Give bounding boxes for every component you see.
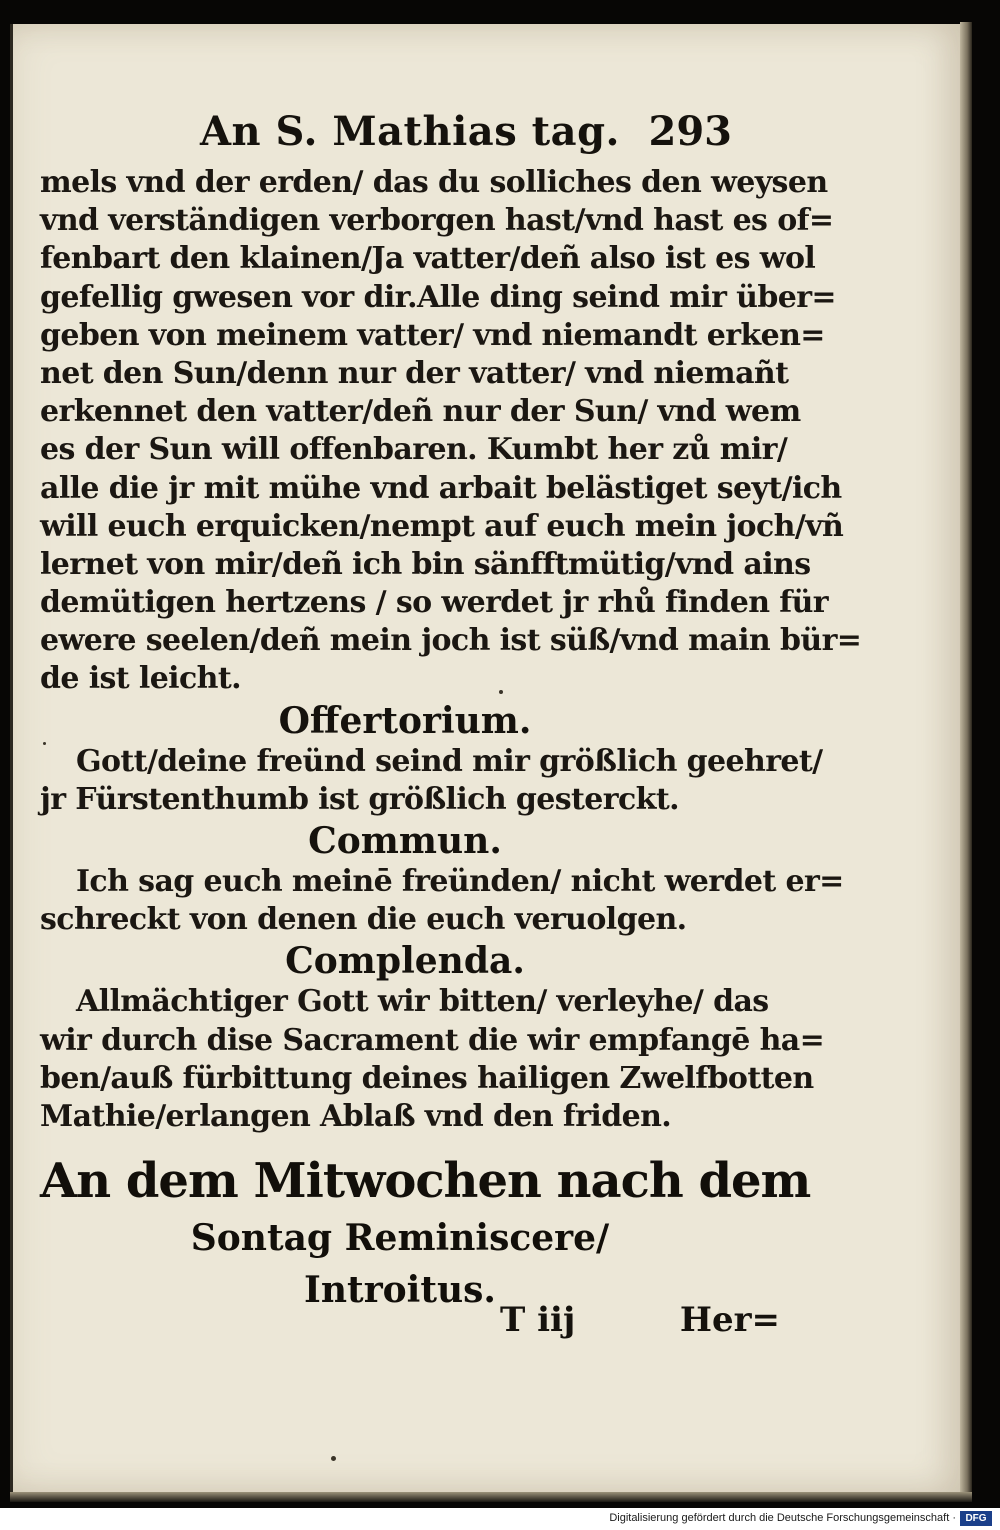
- running-title: An S. Mathias tag.: [200, 108, 620, 155]
- text-line: mels vnd der erden/ das du solliches den weysen: [40, 165, 828, 200]
- running-head: [200, 108, 760, 164]
- commun-line: schreckt von denen die euch veruolgen.: [40, 902, 687, 938]
- text-line: geben von meinem vatter/ vnd niemandt erken=: [40, 317, 825, 353]
- text-line: will euch erquicken/nempt auf euch mein joch/vñ: [40, 508, 844, 544]
- text-line: alle die jr mit mühe vnd arbait belästiget seyt/ich: [40, 470, 842, 506]
- text-line: lernet von mir/deñ ich bin sänfftmütig/vnd ains: [40, 546, 811, 582]
- next-section-heading: [40, 1150, 811, 1316]
- text-line: vnd verständigen verborgen hast/vnd hast es of=: [40, 203, 834, 239]
- footer-bar: [0, 1508, 1000, 1530]
- commun-heading: Commun.: [308, 820, 502, 862]
- page-edge-bottom: [10, 1492, 972, 1502]
- text-line: ewere seelen/deñ mein joch ist süß/vnd main bür=: [40, 623, 862, 659]
- offertorium-line: Gott/deine freünd seind mir größlich geehret/: [76, 743, 823, 779]
- catchline: [500, 1300, 780, 1350]
- text-line: de ist leicht.: [40, 661, 241, 697]
- signature-mark: T iij: [500, 1300, 576, 1340]
- main-text: [40, 164, 862, 1136]
- offertorium-line: jr Fürstenthumb ist größlich gesterckt.: [40, 781, 679, 817]
- complenda-line: ben/auß fürbittung deines hailigen Zwelfbotten: [40, 1060, 814, 1096]
- text-line: demütigen hertzens / so werdet jr rhů finden für: [40, 585, 828, 621]
- complenda-line: Allmächtiger Gott wir bitten/ verleyhe/ das: [76, 984, 769, 1020]
- text-line: gefellig gwesen vor dir.Alle ding seind mir über=: [40, 279, 836, 315]
- commun-line: Ich sag euch meinē freünden/ nicht werdet er=: [76, 864, 844, 899]
- page-edge: [960, 22, 972, 1492]
- complenda-heading: Complenda.: [285, 940, 525, 983]
- complenda-line: wir durch dise Sacrament die wir empfangē ha=: [40, 1022, 825, 1058]
- text-line: es der Sun will offenbaren. Kumbt her zů mir/: [40, 432, 788, 468]
- next-section-title: An dem Mitwochen nach dem: [40, 1153, 811, 1209]
- paper-speck: [331, 1456, 336, 1461]
- catchword: Her=: [679, 1300, 780, 1340]
- dfg-logo: DFG: [960, 1511, 992, 1526]
- introitus-heading: Introitus.: [304, 1269, 496, 1311]
- funding-note: Digitalisierung gefördert durch die Deutsche Forschungsgemeinschaft ·: [609, 1512, 956, 1524]
- offertorium-heading: Offertorium.: [278, 699, 532, 742]
- page-number: 293: [648, 108, 732, 155]
- complenda-line: Mathie/erlangen Ablaß vnd den friden.: [40, 1098, 672, 1134]
- text-line: net den Sun/denn nur der vatter/ vnd niemañt: [40, 355, 789, 391]
- text-line: fenbart den klainen/Ja vatter/deñ also ist es wol: [40, 241, 816, 277]
- next-section-subtitle: Sontag Reminiscere/: [190, 1217, 610, 1259]
- text-line: erkennet den vatter/deñ nur der Sun/ vnd wem: [40, 394, 801, 430]
